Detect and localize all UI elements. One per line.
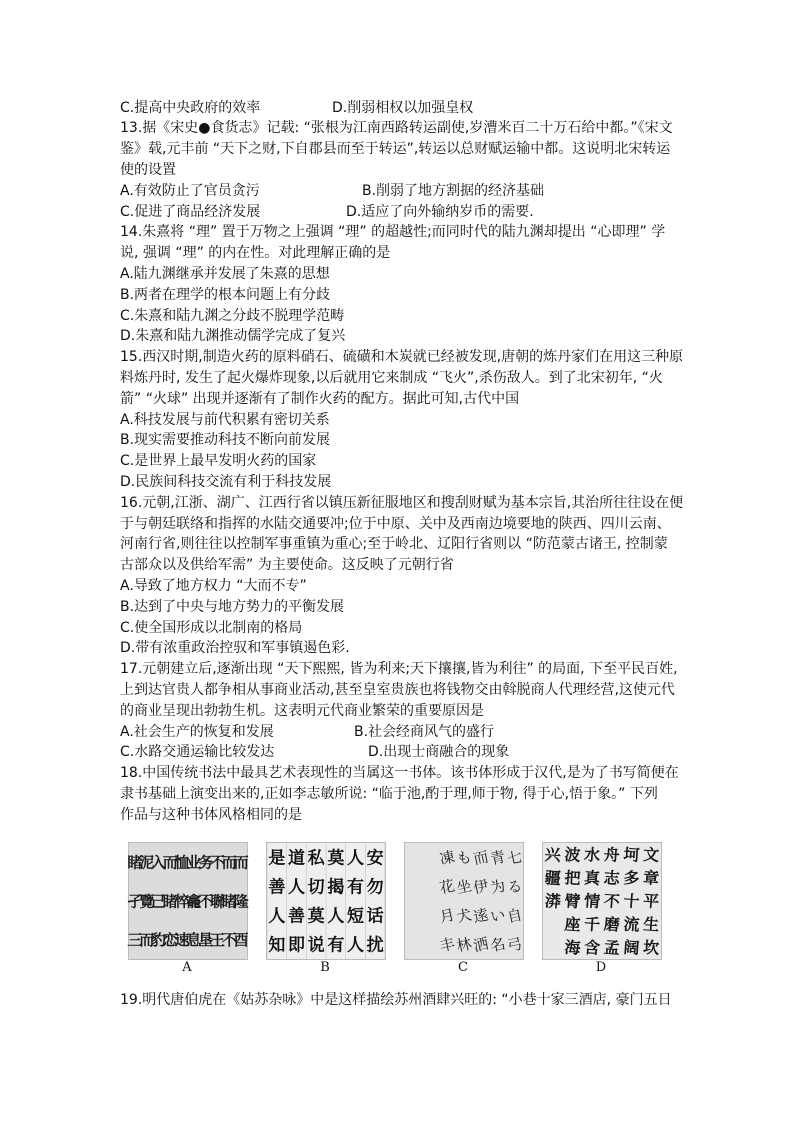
svg-text:有: 有 (327, 935, 345, 956)
svg-text:座: 座 (563, 914, 582, 935)
svg-text:七: 七 (505, 847, 524, 869)
svg-text:而: 而 (471, 847, 491, 869)
svg-text:弓: 弓 (505, 934, 524, 956)
option-a: A.社会生产的恢复和发展 (120, 724, 274, 740)
option-a: A.陆九渊继承并发展了朱熹的思想 (120, 266, 330, 282)
svg-text:海: 海 (563, 937, 582, 958)
text-line: 隶书基础上演变出来的,正如李志敏所说: “临于池,酌于理,师于物, 得于心,悟于象。” 下列 (120, 786, 658, 802)
svg-text:名: 名 (488, 934, 508, 956)
option-a: A.有效防止了官员贪污 (120, 183, 260, 199)
option-d: D.民族间科技交流有利于科技发展 (120, 474, 332, 490)
svg-text:三: 三 (127, 931, 143, 950)
svg-text:水: 水 (583, 844, 601, 865)
svg-text:善: 善 (288, 906, 305, 927)
svg-text:勿: 勿 (366, 877, 384, 898)
calligraphy-figure (128, 842, 668, 974)
svg-text:千: 千 (583, 914, 601, 935)
svg-text:睹: 睹 (221, 892, 237, 911)
svg-text:切: 切 (307, 877, 325, 898)
svg-text:莫: 莫 (327, 848, 345, 869)
regular-script-image (267, 843, 385, 959)
svg-text:睹: 睹 (127, 853, 143, 872)
svg-text:不: 不 (603, 891, 621, 912)
svg-text:话: 话 (366, 906, 384, 927)
option-b: B.削弱了地方割据的经济基础 (362, 183, 545, 199)
svg-text:月: 月 (438, 905, 457, 927)
svg-text:泥: 泥 (139, 853, 155, 872)
svg-text:酉: 酉 (233, 931, 249, 950)
svg-text:说: 说 (307, 935, 325, 956)
svg-text:章: 章 (642, 868, 660, 889)
svg-text:豹: 豹 (150, 931, 167, 950)
option-d: D.出现士商融合的现象 (368, 744, 510, 760)
svg-text:悴: 悴 (174, 892, 190, 911)
option-c: C.是世界上最早发明火药的国家 (120, 453, 317, 469)
svg-text:人: 人 (347, 935, 364, 956)
svg-text:多: 多 (622, 868, 641, 889)
panel-label-a: A (182, 960, 192, 975)
svg-text:莫: 莫 (307, 906, 325, 927)
svg-text:坷: 坷 (622, 844, 641, 865)
svg-text:も: も (454, 847, 474, 869)
question-16-line: 16.元朝,江浙、湖广、江西行省以镇压新征服地区和搜刮财赋为基本宗旨,其治所往往设在便 (120, 495, 684, 511)
svg-text:人: 人 (268, 906, 286, 927)
svg-text:平: 平 (642, 891, 660, 912)
svg-text:孑: 孑 (127, 892, 143, 911)
option-b: B.两者在理学的根本问题上有分歧 (120, 287, 331, 303)
svg-text:不: 不 (209, 853, 226, 872)
svg-text:速: 速 (174, 931, 190, 950)
text-line: 料炼丹时, 发生了起火爆炸现象,以后就用它来制成 “飞火”,杀伤敌人。到了北宋初年, “火 (120, 370, 663, 386)
svg-text:龕: 龕 (186, 892, 202, 911)
svg-text:入: 入 (150, 853, 167, 872)
option-b: B.达到了中央与地方势力的平衡发展 (120, 599, 345, 615)
svg-text:安: 安 (366, 848, 384, 869)
svg-text:揭: 揭 (327, 877, 345, 898)
option-c: C.促进了商品经济发展 (120, 204, 261, 220)
option-c: C.朱熹和陆九渊之分歧不脱理学范畴 (120, 308, 345, 324)
svg-text:坐: 坐 (454, 876, 474, 898)
svg-text:臂: 臂 (563, 891, 582, 912)
svg-text:短: 短 (347, 906, 364, 927)
svg-text:私: 私 (307, 848, 325, 869)
svg-text:恋: 恋 (162, 931, 178, 950)
cursive-script-image (405, 843, 523, 959)
svg-text:丰: 丰 (438, 934, 457, 956)
svg-text:业: 业 (186, 853, 202, 872)
svg-text:人: 人 (327, 906, 345, 927)
svg-text:息: 息 (186, 931, 202, 950)
text-line: 于与朝廷联络和指挥的水陆交通要冲;位于中原、关中及西南边境要地的陕西、四川云南、 (120, 516, 671, 532)
panel-label-d: D (595, 960, 607, 975)
calligraphy-panel-d (542, 842, 662, 960)
calligraphy-panel-b (266, 842, 386, 960)
panel-label-c: C (458, 960, 468, 975)
svg-text:真: 真 (583, 868, 601, 889)
svg-text:志: 志 (603, 868, 621, 889)
svg-text:十: 十 (622, 891, 641, 912)
svg-text:扰: 扰 (366, 935, 384, 956)
svg-text:波: 波 (563, 844, 582, 865)
seal-script-image (129, 843, 247, 959)
svg-text:る: る (505, 876, 524, 898)
svg-text:洒: 洒 (471, 934, 491, 956)
svg-text:务: 务 (198, 853, 214, 872)
text-line: 的商业呈现出勃勃生机。这表明元代商业繁荣的重要原因是 (120, 703, 484, 719)
svg-text:文: 文 (642, 844, 660, 865)
calligraphy-panel-c (404, 842, 524, 960)
panel-label-b: B (320, 960, 330, 975)
option-d: D.适应了向外输纳岁币的需要. (346, 204, 534, 220)
svg-text:青: 青 (488, 847, 508, 869)
svg-text:不: 不 (198, 892, 214, 911)
svg-text:道: 道 (288, 848, 305, 869)
svg-text:生: 生 (642, 914, 660, 935)
svg-text:隆: 隆 (233, 892, 249, 911)
svg-text:为: 为 (488, 876, 508, 898)
svg-text:是: 是 (268, 848, 286, 869)
question-13-line: 13.据《宋史●食货志》记载: “张根为江南西路转运副使,岁漕米百二十万石给中都。”《宋文 (120, 120, 673, 136)
text-line: 作品与这种书体风格相同的是 (120, 807, 302, 823)
svg-text:而: 而 (162, 853, 178, 872)
question-15-line: 15.西汉时期,制造火药的原料硝石、硫磺和木炭就已经被发现,唐朝的炼丹家们在用这三种原 (120, 349, 684, 365)
text-line: 河南行省,则往往以控制军事重镇为重心;至于岭北、辽阳行省则以 “防范蒙古诸王, 控制蒙 (120, 536, 668, 552)
svg-text:坎: 坎 (642, 937, 660, 958)
svg-text:林: 林 (454, 934, 474, 956)
option-d: D.削弱相权以加强皇权 (332, 100, 474, 116)
text-line: C.提高中央政府的效率 (120, 100, 261, 116)
svg-text:恤: 恤 (174, 853, 190, 872)
svg-text:い: い (488, 905, 508, 927)
text-line: 箭” “火球” 出现并逐渐有了制作火药的配方。据此可知,古代中国 (120, 391, 520, 407)
option-a: A.导致了地方权力 “大而不专” (120, 578, 307, 594)
svg-text:睹: 睹 (162, 892, 178, 911)
svg-text:含: 含 (583, 937, 601, 958)
svg-text:垦: 垦 (198, 931, 214, 950)
option-d: D.朱熹和陆九渊推动儒学完成了复兴 (120, 328, 346, 344)
svg-text:而: 而 (233, 853, 249, 872)
svg-text:犬: 犬 (454, 905, 474, 927)
question-19-line: 19.明代唐伯虎在《姑苏杂咏》中是这样描绘苏州酒肆兴旺的: “小巷十家三酒店, 豪门五日 (120, 992, 672, 1008)
svg-text:知: 知 (268, 935, 286, 956)
option-b: B.现实需要推动科技不断向前发展 (120, 432, 331, 448)
option-c: C.水路交通运输比较发达 (120, 744, 275, 760)
svg-text:人: 人 (347, 848, 364, 869)
svg-text:即: 即 (288, 935, 305, 956)
svg-text:不: 不 (221, 931, 237, 950)
svg-text:伊: 伊 (471, 876, 491, 898)
svg-text:兴: 兴 (544, 844, 562, 865)
svg-text:凍: 凍 (438, 847, 457, 869)
svg-text:舟: 舟 (603, 844, 621, 865)
option-c: C.使全国形成以北制南的格局 (120, 620, 303, 636)
text-line: 使的设置 (120, 162, 176, 178)
running-script-image (543, 843, 661, 959)
svg-text:自: 自 (505, 905, 524, 927)
svg-text:情: 情 (583, 891, 601, 912)
svg-text:花: 花 (438, 876, 457, 898)
text-line: 上到达官贵人都争相从事商业活动,甚至皇室贵族也将钱物交由斡脱商人代理经营,这使元代 (120, 682, 675, 698)
svg-text:而: 而 (139, 931, 155, 950)
text-line: 鉴》载,元丰前 “天下之财,下自郡县而至于转运”,转运以总财赋运输中都。这说明北宋转运 (120, 141, 671, 157)
calligraphy-panel-a (128, 842, 248, 960)
text-line: 古部众以及供给军需” 为主要使命。这反映了元朝行省 (120, 557, 454, 573)
svg-text:覽: 覽 (139, 892, 155, 911)
question-14-line: 14.朱熹将 “理” 置于万物之上强调 “理” 的超越性;而同时代的陆九渊却提出 “心即理” 学 (120, 224, 666, 240)
svg-text:逺: 逺 (471, 905, 491, 927)
svg-text:漭: 漭 (544, 891, 562, 912)
svg-text:孟: 孟 (603, 937, 621, 958)
svg-text:聯: 聯 (209, 892, 226, 911)
svg-text:而: 而 (221, 853, 237, 872)
option-b: B.社会经商风气的盛行 (354, 724, 495, 740)
option-a: A.科技发展与前代积累有密切关系 (120, 412, 330, 428)
option-d: D.带有浓重政治控驭和军事镇遏色彩. (120, 640, 350, 656)
svg-text:把: 把 (563, 868, 582, 889)
svg-text:磨: 磨 (603, 914, 621, 935)
question-18-line: 18.中国传统书法中最具艺术表现性的当属这一书体。该书体形成于汉代,是为了书写简便在 (120, 765, 679, 781)
svg-text:阔: 阔 (622, 937, 641, 958)
question-17-line: 17.元朝建立后,逐渐出现 “天下熙熙, 皆为利来;天下攘攘,皆为利往” 的局面, 下至平民百姓, (120, 661, 678, 677)
text-line: 说, 强调 “理” 的内在性。对此理解正确的是 (120, 245, 391, 261)
svg-text:人: 人 (288, 877, 305, 898)
svg-text:己: 己 (150, 892, 167, 911)
svg-text:王: 王 (209, 931, 226, 950)
svg-text:疆: 疆 (544, 868, 562, 889)
svg-text:流: 流 (622, 914, 641, 935)
svg-text:善: 善 (268, 877, 286, 898)
svg-text:有: 有 (347, 877, 364, 898)
